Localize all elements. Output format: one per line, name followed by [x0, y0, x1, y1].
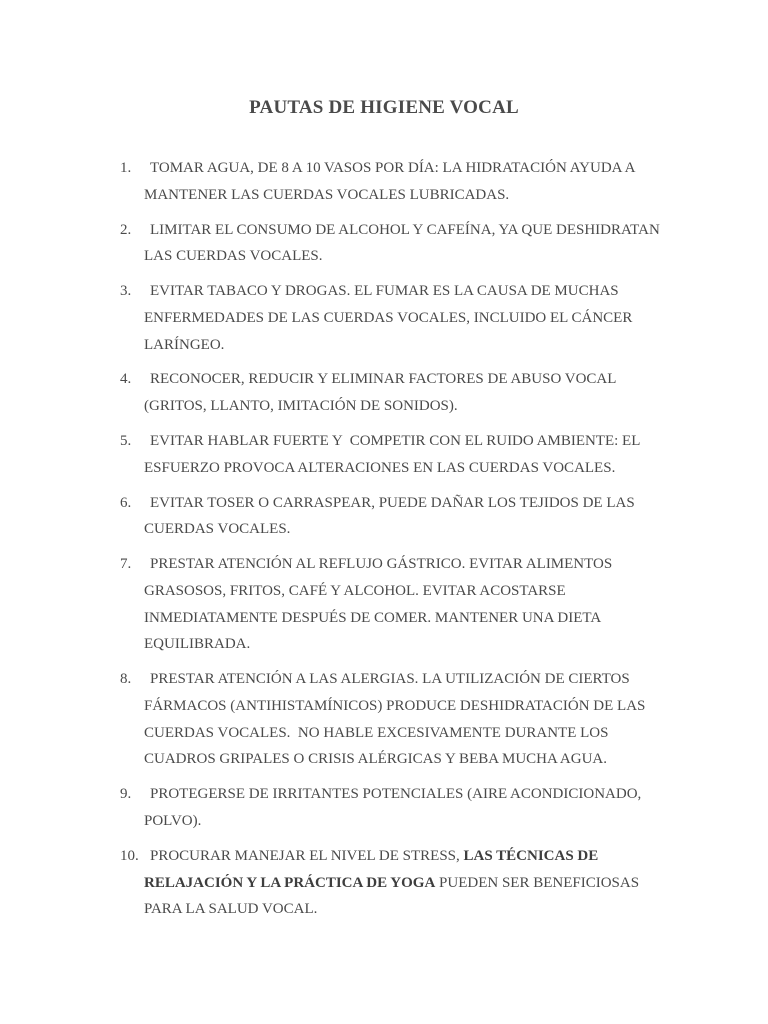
item-text: PRESTAR ATENCIÓN A LAS ALERGIAS. LA UTILIZACIÓN DE CIERTOS FÁRMACOS (ANTIHISTAMÍNICOS) PRODUCE DESHIDRATACIÓN DE LAS CUERDAS VOCALES. NO HABLE EXCESIVAMENTE DURANTE LOS CUADROS GRIPALES O CRISIS ALÉRGICAS Y BEBA MUCHA AGUA.	[144, 671, 650, 768]
item-text: EVITAR TOSER O CARRASPEAR, PUEDE DAÑAR LOS TEJIDOS DE LAS CUERDAS VOCALES.	[144, 494, 639, 538]
item-text: PROTEGERSE DE IRRITANTES POTENCIALES (AIRE ACONDICIONADO, POLVO).	[144, 786, 646, 829]
item-text: TOMAR AGUA, DE 8 A 10 VASOS POR DÍA: LA HIDRATACIÓN AYUDA A MANTENER LAS CUERDAS VOCALES LUBRICADAS.	[144, 160, 639, 203]
item-number: 7.	[120, 556, 132, 573]
list-item	[120, 278, 660, 358]
list-item	[120, 551, 660, 658]
item-text	[144, 843, 660, 923]
item-number: 1.	[120, 160, 132, 176]
list-item	[120, 490, 660, 543]
item-text: RECONOCER, REDUCIR Y ELIMINAR FACTORES DE ABUSO VOCAL (GRITOS, LLANTO, IMITACIÓN DE SONIDOS).	[144, 371, 620, 415]
item-number: 8.	[120, 671, 132, 688]
list-item	[120, 666, 660, 773]
item-number: 3.	[120, 283, 132, 300]
item-text: EVITAR TABACO Y DROGAS. EL FUMAR ES LA CAUSA DE MUCHAS ENFERMEDADES DE LAS CUERDAS VOCALES, INCLUIDO EL CÁNCER LARÍNGEO.	[144, 283, 637, 353]
guidelines-list	[120, 155, 664, 931]
item-text-bold: LAS TÉCNICAS DE RELAJACIÓN Y LA PRÁCTICA DE YOGA	[144, 847, 603, 891]
item-number: 2.	[120, 221, 132, 238]
list-item	[120, 155, 660, 208]
list-item	[120, 781, 660, 834]
item-number: 10.	[120, 847, 139, 864]
list-item	[120, 217, 664, 270]
item-number: 5.	[120, 433, 132, 450]
document-title: PAUTAS DE HIGIENE VOCAL	[249, 97, 519, 118]
list-item	[120, 366, 660, 419]
item-number: 6.	[120, 494, 132, 511]
item-text-start: PROCURAR MANEJAR EL NIVEL DE STRESS,	[150, 847, 460, 864]
list-item	[120, 428, 660, 481]
list-item	[120, 843, 660, 923]
item-text: EVITAR HABLAR FUERTE Y COMPETIR CON EL RUIDO AMBIENTE: EL ESFUERZO PROVOCA ALTERACIONES EN LAS CUERDAS VOCALES.	[144, 433, 644, 476]
item-number: 9.	[120, 786, 132, 803]
item-text-end: PUEDEN SER BENEFICIOSAS PARA LA SALUD VOCAL.	[144, 874, 643, 918]
item-text: LIMITAR EL CONSUMO DE ALCOHOL Y CAFEÍNA, YA QUE DESHIDRATAN LAS CUERDAS VOCALES.	[144, 221, 664, 265]
item-text: PRESTAR ATENCIÓN AL REFLUJO GÁSTRICO. EVITAR ALIMENTOS GRASOSOS, FRITOS, CAFÉ Y ALCOHOL. EVITAR ACOSTARSE INMEDIATAMENTE DESPUÉS DE COMER. MANTENER UNA DIETA EQUILIBRADA.	[144, 556, 616, 653]
item-number: 4.	[120, 371, 132, 388]
